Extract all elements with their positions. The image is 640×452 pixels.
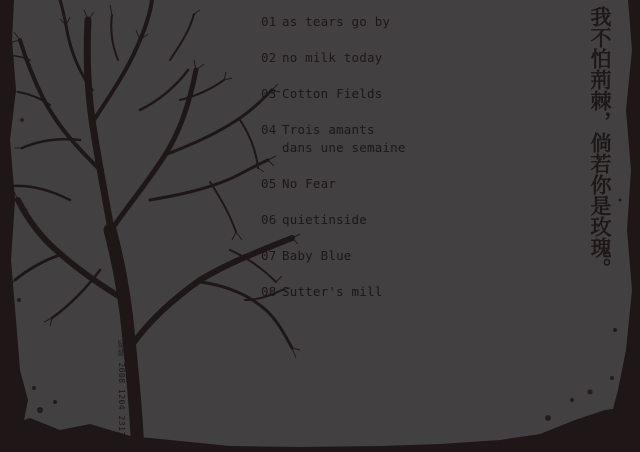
grunge-specks <box>17 118 622 421</box>
track-title: as tears go by <box>282 14 391 29</box>
track-number: 03 <box>261 86 277 101</box>
track-row <box>261 13 390 31</box>
track-row <box>261 283 382 301</box>
bottom-grunge-border <box>0 405 640 452</box>
track-row <box>261 49 382 67</box>
track-number: 07 <box>261 248 277 263</box>
track-row <box>261 85 382 103</box>
track-row <box>261 211 367 229</box>
track-number: 04 <box>261 122 277 137</box>
track-title: Trois amants dans une semaine <box>282 122 406 155</box>
track-title: Baby Blue <box>282 248 352 263</box>
track-title: no milk today <box>282 50 383 65</box>
track-number: 06 <box>261 212 277 227</box>
track-number: 01 <box>261 14 277 29</box>
track-title: Cotton Fields <box>282 86 383 101</box>
track-row <box>261 121 412 157</box>
track-title: No Fear <box>282 176 337 191</box>
date-stamp: 疑緒 2008 1204 2313 <box>117 340 126 437</box>
track-number: 05 <box>261 176 277 191</box>
track-number: 02 <box>261 50 277 65</box>
track-row <box>261 247 352 265</box>
left-grunge-border <box>0 0 30 452</box>
vertical-poem: 我不怕荊棘，倘若你是玫瑰。 <box>588 6 613 279</box>
track-title: Sutter's mill <box>282 284 383 299</box>
bare-tree <box>6 0 292 452</box>
track-row <box>261 175 336 193</box>
track-title: quietinside <box>282 212 367 227</box>
track-number: 08 <box>261 284 277 299</box>
